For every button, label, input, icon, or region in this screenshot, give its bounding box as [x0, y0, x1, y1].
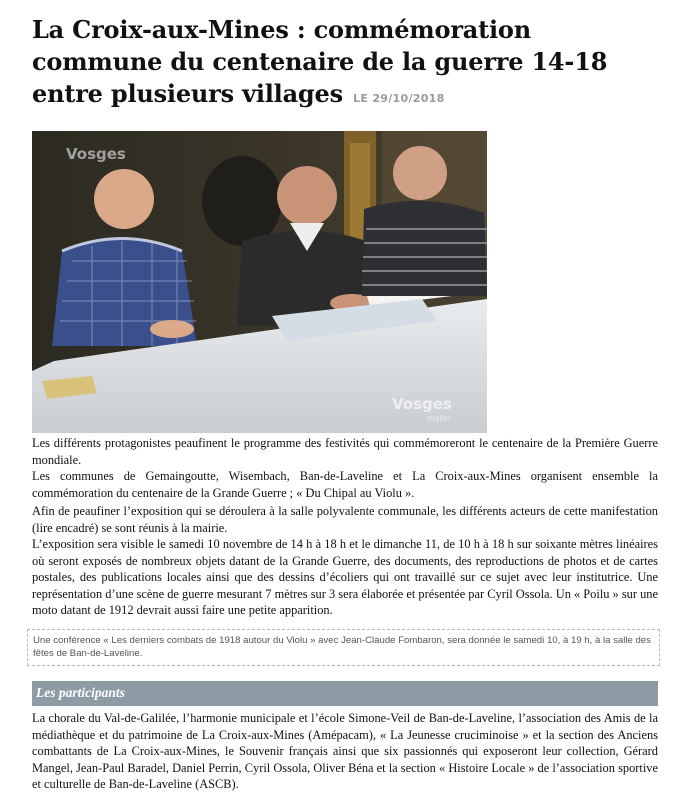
watermark-bottom: Vosges: [392, 395, 452, 413]
paragraph-communes: Les communes de Gemaingoutte, Wisembach, Ban-de-Laveline et La Croix-aux-Mines organisent ensemble la commémoration du centenaire de la Grande Guerre ; « Du Chipal au Violu ».: [32, 469, 658, 500]
watermark-sub: matin: [427, 414, 451, 423]
paragraph-exhibition: L’exposition sera visible le samedi 10 novembre de 14 h à 18 h et le dimanche 11, de 10 h à 18 h sur soixante mètres linéaires où seront exposés de nombreux objets datant de la Grande Guerre, des documents, des reproductions de photos et de cartes postales, des publications locales ainsi que des dessins d’écoliers qui ont travaillé sur ce sujet avec leur institutrice. Une représentation d’une scène de guerre mesurant 7 mètres sur 3 sera élaborée et présentée par Cyril Ossola. Un « Poilu » sur une moto datant de 1912 devrait aussi faire une petite apparition.: [32, 537, 658, 617]
watermark-top: Vosges: [66, 145, 126, 163]
paragraph-caption: Les différents protagonistes peaufinent le programme des festivités qui commémoreront le centenaire de la Première Guerre mondiale.: [32, 436, 658, 467]
participants-heading: Les participants: [36, 685, 125, 700]
conference-box: Une conférence « Les derniers combats de 1918 autour du Violu » avec Jean-Claude Fombaron, sera donnée le samedi 10, à 19 h, à la salle des fêtes de Ban-de-Laveline.: [27, 629, 660, 666]
article-photo: [32, 131, 487, 433]
meeting-photo-illustration: [32, 131, 487, 433]
article-title: [32, 14, 662, 115]
article-date: LE 29/10/2018: [353, 92, 445, 105]
participants-text: La chorale du Val-de-Galilée, l’harmonie municipale et l’école Simone-Veil de Ban-de-Laveline, l’association des Amis de la médiathèque et du patrimoine de La Croix-aux-Mines (Amépacam), « La Jeunesse cruciminoise » et la section des Anciens combattants de La Croix-aux-Mines, le Souvenir français ainsi que six passionnés qui exposeront leur collection, Gérard Mangel, Jean-Paul Baradel, Daniel Perrin, Cyril Ossola, Oliver Béna et la section « Histoire Locale » de l’association sportive et culturelle de Ban-de-Laveline (ASCB).: [32, 711, 658, 791]
paragraph-meeting: Afin de peaufiner l’exposition qui se déroulera à la salle polyvalente communale, les différents acteurs de cette manifestation (lire encadré) se sont réunis à la mairie.: [32, 504, 658, 535]
title-text: La Croix-aux-Mines : commémoration commune du centenaire de la guerre 14-18 entre plusieurs villages: [32, 15, 608, 108]
